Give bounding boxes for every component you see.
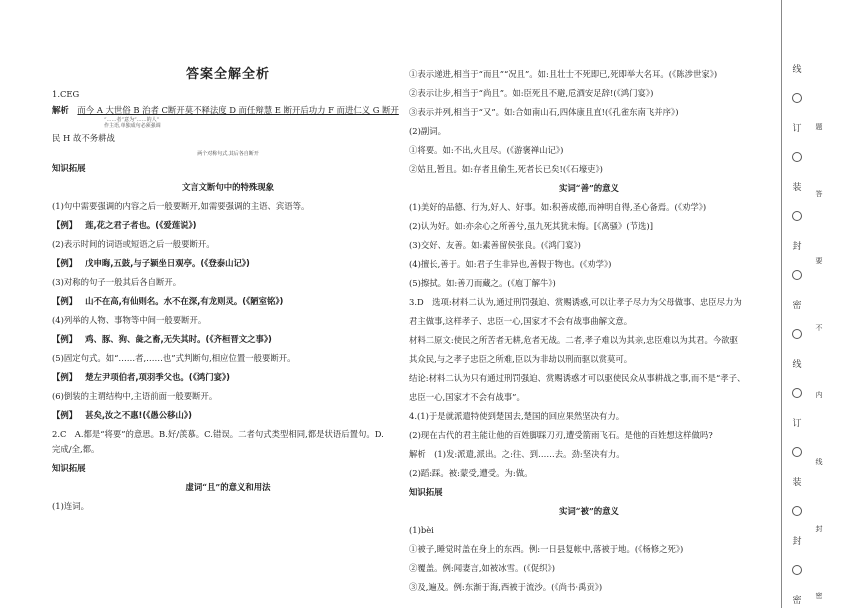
q3-answer: 3.D 选项:材料二认为,通过刑罚强迫、赏赐诱惑,可以让孝子尽力为父母做事、忠臣尽力为 (409, 297, 742, 307)
qie-usage-5: ②姑且,暂且。如:存者且偷生,死者长已矣!(《石壕吏》) (409, 164, 603, 174)
q1-number: 1.CEG (52, 89, 80, 99)
page-title: 答案全解全析 (185, 67, 270, 82)
bei-meaning-1: ①被子,睡觉时盖在身上的东西。例:一日县复帐中,落被于地。(《杨修之死》) (409, 544, 684, 554)
right-column (409, 68, 769, 600)
q3-answer-b: 君主做事,这样孝子、忠臣一心,国家才不会有战事曲解文意。 (409, 316, 633, 326)
q4-jiexi: 解析 (1)发:派遣,派出。之:往、到……去。劲:坚决有力。 (409, 449, 625, 459)
example-text: 鸡、豚、狗、彘之畜,无失其时。(《齐桓晋文之事》) (85, 334, 272, 344)
example-5 (52, 371, 404, 384)
section-title-duanju: 文言文断句中的特殊现象 (181, 182, 275, 192)
example-text: 戊申晦,五鼓,与子颍坐日观亭。(《登泰山记》) (85, 258, 250, 268)
q4-jiexi-2: (2)蹈:踩。被:蒙受,遭受。为:做。 (409, 468, 533, 478)
q1-sentence: 而今 A 大世俗 B 治者 C断开莫不释法度 D 而任辩慧 E 断开后功力 F 而进仁义 G 断开 (77, 105, 399, 115)
binding-mark: 订 (792, 124, 802, 134)
q3-answer-c: 材料二原文:使民之所苦者无耕,危者无战。二者,孝子难以为其亲,忠臣难以为其君。今欲驱 (409, 335, 739, 345)
bei-meaning-3: ③及,遍及。例:东渐于海,西被于流沙。(《尚书·禹贡》) (409, 582, 603, 592)
binding-mark: 密 (792, 301, 802, 311)
binding-mark: 封 (792, 242, 802, 252)
binding-hole-icon (792, 329, 802, 339)
knowledge-expansion-2: 知识拓展 (52, 463, 86, 473)
q1-note-3: 两个对称句式,其后各自断开 (197, 151, 259, 157)
point-3: (3)对称的句子一般其后各自断开。 (52, 277, 182, 287)
binding-warning-char: 封 (815, 525, 823, 533)
point-5: (5)固定句式。如“……者,……也”式判断句,相应位置一般要断开。 (52, 353, 296, 363)
point-2: (2)表示时间的词语或短语之后一般要断开。 (52, 239, 215, 249)
binding-mark: 线 (792, 65, 802, 75)
binding-spine (787, 0, 807, 608)
q2-answer: 2.C A.都是“将要”的意思。B.好/羡慕。C.错误。二者句式类型相同,都是状语后置句。D. (52, 429, 384, 439)
point-6: (6)倒装的主谓结构中,主语前面一般要断开。 (52, 391, 218, 401)
shan-meaning-4: (4)擅长,善于。如:君子生非异也,善假于物也。(《劝学》) (409, 259, 612, 269)
binding-mark: 封 (792, 537, 802, 547)
binding-warning-char: 内 (815, 391, 823, 399)
section-title-shan: 实词“善”的意义 (559, 183, 619, 193)
qie-usage-4: ①将要。如:不出,火且尽。(《游褒禅山记》) (409, 145, 564, 155)
q2-answer-cont: 完成/全,都。 (52, 444, 100, 454)
q3-answer-d: 其众民,与之孝子忠臣之所难,臣以为非劫以刑而驱以赏莫可。 (409, 354, 633, 364)
q3-answer-f: 忠臣一心,国家才不会有战事”。 (409, 392, 525, 402)
q1-note-2: 作主语,单独成句必须强调 (104, 123, 161, 129)
q1-line-2: 民 H 故不务耕战 (52, 133, 115, 143)
shan-meaning-1: (1)美好的品德、行为,好人、好事。如:积善成德,而神明自得,圣心备焉。(《劝学》) (409, 202, 707, 212)
qie-adverb: (2)副词。 (409, 126, 446, 136)
binding-hole-icon (792, 565, 802, 575)
shan-meaning-3: (3)交好、友善。如:素善留侯张良。(《鸿门宴》) (409, 240, 581, 250)
shan-meaning-5: (5)擦拭。如:善刀而藏之。(《庖丁解牛》) (409, 278, 556, 288)
section-title-bei: 实词“被”的意义 (559, 506, 619, 516)
q3-answer-e: 结论:材料二认为只有通过刑罚强迫、赏赐诱惑才可以驱使民众从事耕战之事,而不是“孝子、 (409, 373, 746, 383)
shan-meaning-2: (2)认为好。如:亦余心之所善兮,虽九死其犹未悔。[《离骚》(节选)] (409, 221, 653, 231)
knowledge-expansion-3: 知识拓展 (409, 487, 443, 497)
example-text: 山不在高,有仙则名。水不在深,有龙则灵。(《陋室铭》) (85, 296, 284, 306)
binding-hole-icon (792, 447, 802, 457)
binding-hole-icon (792, 388, 802, 398)
binding-warning-char: 题 (815, 123, 823, 131)
bei-meaning-2: ②覆盖。例:闻妻言,如被冰雪。(《促织》) (409, 563, 556, 573)
example-label: 【例】 (52, 258, 78, 268)
point-1: (1)句中需要强调的内容之后一般要断开,如需要强调的主语、宾语等。 (52, 201, 310, 211)
qie-usage-1: ①表示递进,相当于“而且”“况且”。如:且壮士不死即已,死即举大名耳。(《陈涉世家》) (409, 69, 718, 79)
q1-note-1: “……者”意为“……的人” (104, 117, 160, 123)
binding-mark: 订 (792, 419, 802, 429)
binding-hole-icon (792, 270, 802, 280)
example-text: 楚左尹项伯者,项羽季父也。(《鸿门宴》) (85, 372, 230, 382)
q1-jiexi-line (52, 104, 404, 117)
q4-answer-2: (2)现在古代的君主能让他的百姓脚踩刀刃,遭受箭雨飞石。是他的百姓想这样做吗? (409, 430, 713, 440)
example-text: 甚矣,汝之不惠!(《愚公移山》) (85, 410, 192, 420)
example-label: 【例】 (52, 372, 78, 382)
section-title-qie: 虚词“且”的意义和用法 (185, 482, 271, 492)
knowledge-expansion-1: 知识拓展 (52, 163, 86, 173)
left-column (52, 68, 404, 519)
binding-warning-char: 要 (815, 257, 823, 265)
binding-mark: 装 (792, 478, 802, 488)
jiexi-label: 解析 (52, 105, 69, 115)
example-6 (52, 409, 404, 422)
binding-warning-char: 答 (815, 190, 823, 198)
qie-usage-3: ③表示并列,相当于“又”。如:合如南山石,四体康且直!(《孔雀东南飞并序》) (409, 107, 679, 117)
binding-hole-icon (792, 211, 802, 221)
bei-pinyin: (1)bèi (409, 525, 434, 535)
binding-mark: 密 (792, 596, 802, 606)
example-2 (52, 257, 404, 270)
binding-warning-char: 不 (815, 324, 823, 332)
binding-line (781, 0, 782, 608)
example-1 (52, 219, 404, 232)
example-4 (52, 333, 404, 346)
binding-hole-icon (792, 506, 802, 516)
binding-warning-char: 线 (815, 458, 823, 466)
example-label: 【例】 (52, 220, 78, 230)
point-4: (4)列举的人物、事物等中间一般要断开。 (52, 315, 207, 325)
example-label: 【例】 (52, 296, 78, 306)
binding-mark: 线 (792, 360, 802, 370)
example-label: 【例】 (52, 334, 78, 344)
binding-warning-char: 密 (815, 592, 823, 600)
binding-mark: 装 (792, 183, 802, 193)
binding-labels (812, 0, 826, 608)
binding-hole-icon (792, 152, 802, 162)
binding-hole-icon (792, 93, 802, 103)
qie-usage-2: ②表示让步,相当于“尚且”。如:臣死且不避,卮酒安足辞!(《鸿门宴》) (409, 88, 654, 98)
example-text: 莲,花之君子者也。(《爱莲说》) (85, 220, 197, 230)
example-label: 【例】 (52, 410, 78, 420)
q4-answer-1: 4.(1)于是就派遣特使到楚国去,楚国的回应果然坚决有力。 (409, 411, 625, 421)
qie-conjunction: (1)连词。 (52, 501, 89, 511)
example-3 (52, 295, 404, 308)
